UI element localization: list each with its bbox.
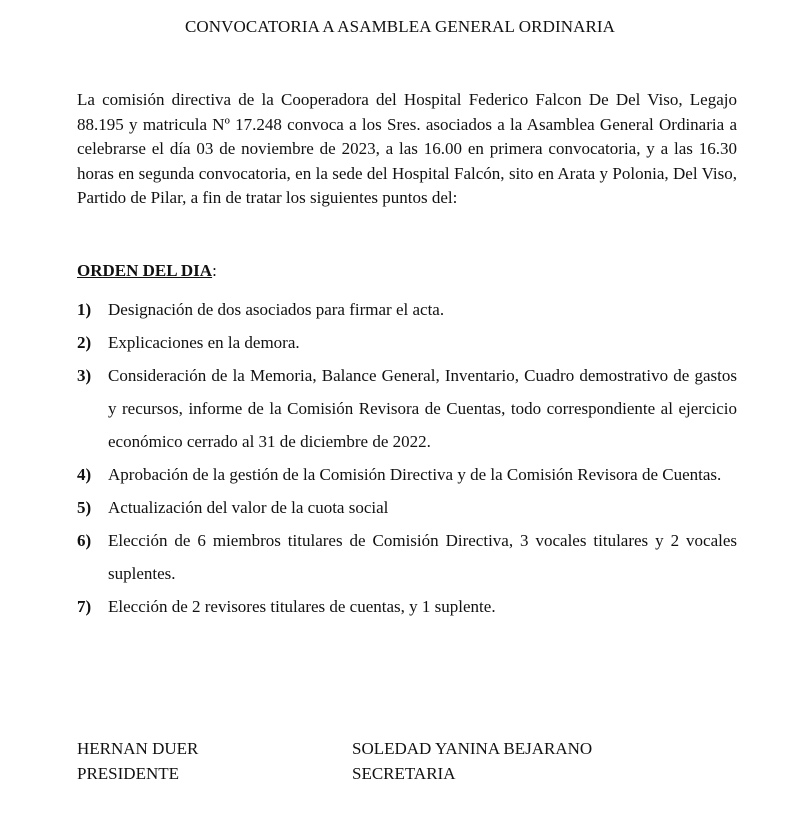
agenda-heading <box>77 261 217 281</box>
agenda-item-number: 7) <box>77 597 92 616</box>
agenda-item <box>77 458 737 491</box>
agenda-item <box>77 590 737 623</box>
agenda-heading-text: ORDEN DEL DIA <box>77 261 213 280</box>
agenda-item-text: Designación de dos asociados para firmar el acta. <box>108 300 445 319</box>
signature-secretary <box>352 736 592 786</box>
agenda-item-text: Explicaciones en la demora. <box>108 333 300 352</box>
signature-president <box>77 736 198 786</box>
agenda-item <box>77 359 737 458</box>
agenda-list <box>77 293 737 623</box>
agenda-item-text: Consideración de la Memoria, Balance General, Inventario, Cuadro demostrativo de gastos y recursos, informe de la Comisión Revisora de Cuentas, todo correspondiente al ejercicio económico cerrado al 31 de diciembre de 2022. <box>108 366 737 451</box>
agenda-item-number: 3) <box>77 366 92 385</box>
agenda-item <box>77 524 737 590</box>
agenda-item-number: 5) <box>77 498 92 517</box>
agenda-item-number: 6) <box>77 531 92 550</box>
agenda-item <box>77 491 737 524</box>
signature-name: HERNAN DUER <box>77 739 199 758</box>
intro-paragraph: La comisión directiva de la Cooperadora del Hospital Federico Falcon De Del Viso, Legajo 88.195 y matricula Nº 17.248 convoca a los Sres. asociados a la Asamblea General Ordinaria a celebrarse el día 03 de noviembre de 2023, a las 16.00 en primera convocatoria, y a las 16.30 horas en segunda convocatoria, en la sede del Hospital Falcón, sito en Arata y Polonia, Del Viso, Partido de Pilar, a fin de tratar los siguientes puntos del: <box>77 90 737 207</box>
signature-name: SOLEDAD YANINA BEJARANO <box>352 739 593 758</box>
agenda-item <box>77 326 737 359</box>
signature-role: PRESIDENTE <box>77 764 179 783</box>
agenda-item-text: Actualización del valor de la cuota social <box>108 498 389 517</box>
document-title: CONVOCATORIA A ASAMBLEA GENERAL ORDINARIA <box>184 17 616 36</box>
agenda-item-text: Aprobación de la gestión de la Comisión Directiva y de la Comisión Revisora de Cuentas. <box>108 465 722 484</box>
agenda-item-text: Elección de 6 miembros titulares de Comisión Directiva, 3 vocales titulares y 2 vocales suplentes. <box>108 531 737 583</box>
agenda-item-number: 1) <box>77 300 92 319</box>
agenda-item-number: 2) <box>77 333 92 352</box>
agenda-item <box>77 293 737 326</box>
agenda-item-text: Elección de 2 revisores titulares de cuentas, y 1 suplente. <box>108 597 496 616</box>
signature-role: SECRETARIA <box>352 764 456 783</box>
agenda-heading-colon: : <box>212 261 217 280</box>
agenda-item-number: 4) <box>77 465 92 484</box>
